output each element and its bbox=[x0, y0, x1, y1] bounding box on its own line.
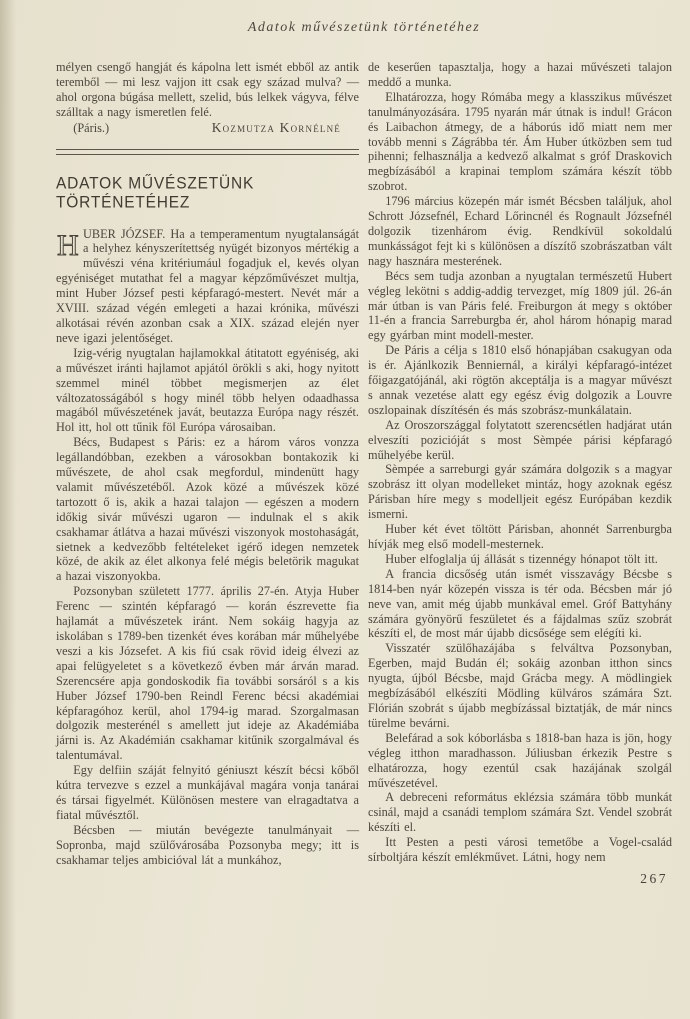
drop-cap-initial bbox=[56, 229, 79, 259]
paragraph: A debreceni református eklézsia számára több munkát csinál, majd a csanádi templom számára Szt. Vendel szobrát készíti el. bbox=[368, 790, 672, 835]
paragraph: Huber elfoglalja új állását s tizennégy hónapot tölt itt. bbox=[385, 551, 658, 566]
signature-place: (Páris.) bbox=[73, 120, 110, 135]
paragraph: Bécsben — miután bevégezte tanulmányait — Sopronba, majd szülővárosába Pozsonyba megy; itt is csakhamar teljes ambicióval lát a munkához, bbox=[56, 822, 359, 867]
page-number: 267 bbox=[640, 870, 668, 886]
paragraph: Visszatér szülőhazájába s felváltva Pozsonyban, Egerben, majd Budán él; sokáig azonban itthon sincs nyugta, újból Bécsbe, majd Grácba megy. A mödlingiek megbízásából elkészíti Mödling külváros számára Szt. Flórián szobrát s újabb megbízással biztatják, de már nincs türelme bevárni. bbox=[368, 641, 672, 730]
paragraph: De Páris a célja s 1810 első hónapjában csakugyan oda is ér. Ajánlkozik Benniernál, a királyi képfaragó-intézet főigazgatójánál, aki rögtön akceptálja is a magyar művészt s annak vezetése alatt egy egész évig dolgozik a Louvre oszlopainak díszítésén és más szobrász-munkálatain. bbox=[368, 343, 672, 417]
paragraph: Sèmpée a sarreburgi gyár számára dolgozik s a magyar szobrász itt olyan modelleket mintáz, hogy azoknak egész Párisban híre megy s modelljeit egész Európában kezdik ismerni. bbox=[368, 462, 672, 522]
paragraph: Bécs, Budapest s Páris: ez a három város vonzza legállandóbban, ezekben a városokban bontakozik ki művészete, de ahol csak megfordul, mindenütt hagy valamit művészetéből. Azok közé a művészek közé tartozott ő is, akik a hazai talajon — egészen a modern időkig sivár művészi ugaron — indulnak el s akik csakhamar átlátva a hazai művészi viszonyok mostohaságát, sietnek a kedvezőbb feltételeket igérő idegen nemzetek közé, de akik az élet alkonya felé mégis beletörik magukat a hazai viszonyokba. bbox=[56, 435, 359, 584]
running-head: Adatok művészetünk történetéhez bbox=[247, 20, 481, 35]
section-heading: ADATOK MŰVÉSZETÜNK TÖRTÉNETÉHEZ bbox=[56, 174, 255, 212]
article-first-paragraph-text: UBER JÓZSEF. Ha a temperamentum nyugtalanságát a helyhez kényszerítettség nyügét bizonyos mértékig a művészi véna kritériumául fogadjuk el, kevés olyan egyéniséget mutathat fel a magyar képzőművészet multja, mint Huber József pesti képfaragó-mestert. Nevét már a XVIII. század végén emlegeti a hazai krónika, művészi alkotásai révén azonban csak a XIX. század elején nyer neve igazi jelentőséget. bbox=[56, 226, 359, 345]
paragraph: Az Oroszországgal folytatott szerencsétlen hadjárat után elveszíti pozicióját s most Sèmpée párisi képfaragó műhelyébe kerül. bbox=[368, 417, 672, 462]
signature-author: Kozmutza Kornélné bbox=[211, 119, 341, 135]
paragraph: Pozsonyban született 1777. április 27-én. Atyja Huber Ferenc — szintén képfaragó — korán észrevette fia hajlamát a művészetek iránt. Nem sokáig hagyja az iskolában s 1789-ben tizenkét éves korában már műhelyébe veszi a kis Józsefet. A kis fiú csak rövid ideig élvezi az apai felügyeletet s a következő évben már árván marad. Szerencsére apja gondoskodik fia további sorsáról s a kis Huber József 1790-ben Reindl Ferenc bécsi akadémiai képfaragóhoz kerül, ahol 1794-ig marad. Szorgalmasan dolgozik mesterénél s amellett jut ideje az Akadémiába járni is. Az Akadémián csakhamar kitűnik szorgalmával és talentumával. bbox=[56, 584, 359, 763]
signature-row bbox=[56, 121, 359, 136]
text-columns bbox=[56, 60, 672, 887]
paragraph: 1796 március közepén már ismét Bécsben találjuk, ahol Schrott Józsefnél, Echard Lőrincnél és Rognault Józsefnél dolgozik tizenhárom évig. Rendkívül sokoldalú munkásságot fejt ki s különösen a díszítő szobrászatban vált nagy hasznára mesterének. bbox=[368, 194, 672, 268]
continuation-paragraph: mélyen csengő hangját és kápolna lett ismét ebből az antik teremből — mi lesz vajjon itt csak egy század mulva? — ahol orgona búgása mellett, szelid, bús lelkek vágyva, félve szálltak a nagy ismeretlen felé. bbox=[56, 60, 359, 119]
paragraph: Egy delfiin száját felnyitó géniuszt készít bécsi kőből kútra tervezve s ezzel a munkájával magára vonja tanárai és társai figyelmét. Különösen mestere van elragadtatva a fiatal művésztől. bbox=[56, 763, 359, 822]
paragraph: Itt Pesten a pesti városi temetőbe a Vogel-család sírboltjára készít emlékművet. Látni, hogy nem bbox=[368, 835, 672, 865]
continuation-paragraph: de keserűen tapasztalja, hogy a hazai művészeti talajon meddő a munka. bbox=[368, 60, 672, 89]
paragraph: Elhatározza, hogy Rómába megy a klasszikus művészet tanulmányozására. 1795 nyarán már útnak is indul! Grácon és Laibachon átmegy, de a háborús idő miatt nem mer tovább menni s Zágrábba tér. Ám Huber útközben sem tud pihenni; felhasználja a kedvező alkalmat s gróf Draskovich megbízásából a krapinai templom számára készít több szobrot. bbox=[368, 89, 672, 194]
right-column bbox=[368, 60, 672, 887]
paragraph: Belefárad a sok kóborlásba s 1818-ban haza is jön, hogy végleg itthon maradhasson. Júliusban érkezik Pestre s elhatározza, hogy ezentúl csak hazájának szolgál művészetével. bbox=[368, 730, 672, 790]
left-column bbox=[56, 60, 359, 887]
double-rule-divider bbox=[56, 149, 359, 155]
paragraph: Huber két évet töltött Párisban, ahonnét Sarrenburgba hívják meg első modell-mesternek. bbox=[368, 522, 672, 551]
paragraph: A francia dicsőség után ismét visszavágy Bécsbe s 1814-ben nyár közepén vissza is tér oda. Bécsben már jó neve van, amit még újabb munkával emel. Gróf Battyhány számára gyönyörű feszületet és a fájdalmas szűz szobrát készíti el, de most már újabb dicsősége sem elégíti ki. bbox=[368, 566, 672, 641]
svg-text:H: H bbox=[57, 228, 79, 259]
paragraph: Bécs sem tudja azonban a nyugtalan természetű Hubert végleg lekötni s addig-addig tervezget, míg 1809 júl. 26-án már útban is van Páris felé. Freiburgon át megy s október 11-én a francia Sarreburgba ér, ahol három hónapig marad egy gyárban mint modell-mester. bbox=[368, 268, 672, 343]
paragraph: Izig-vérig nyugtalan hajlamokkal átitatott egyéniség, aki a művészet iránti hajlamot apjától örökli s aki, hogy nyitott szemmel minél többet megismerjen az élet változatosságából s hogy minél több helyen odaadhassa magából művészetének javát, beutazza Európa nagy részét. Hol itt, hol ott tűnik föl Európa városaiban. bbox=[56, 345, 359, 435]
article-first-paragraph bbox=[56, 227, 359, 346]
